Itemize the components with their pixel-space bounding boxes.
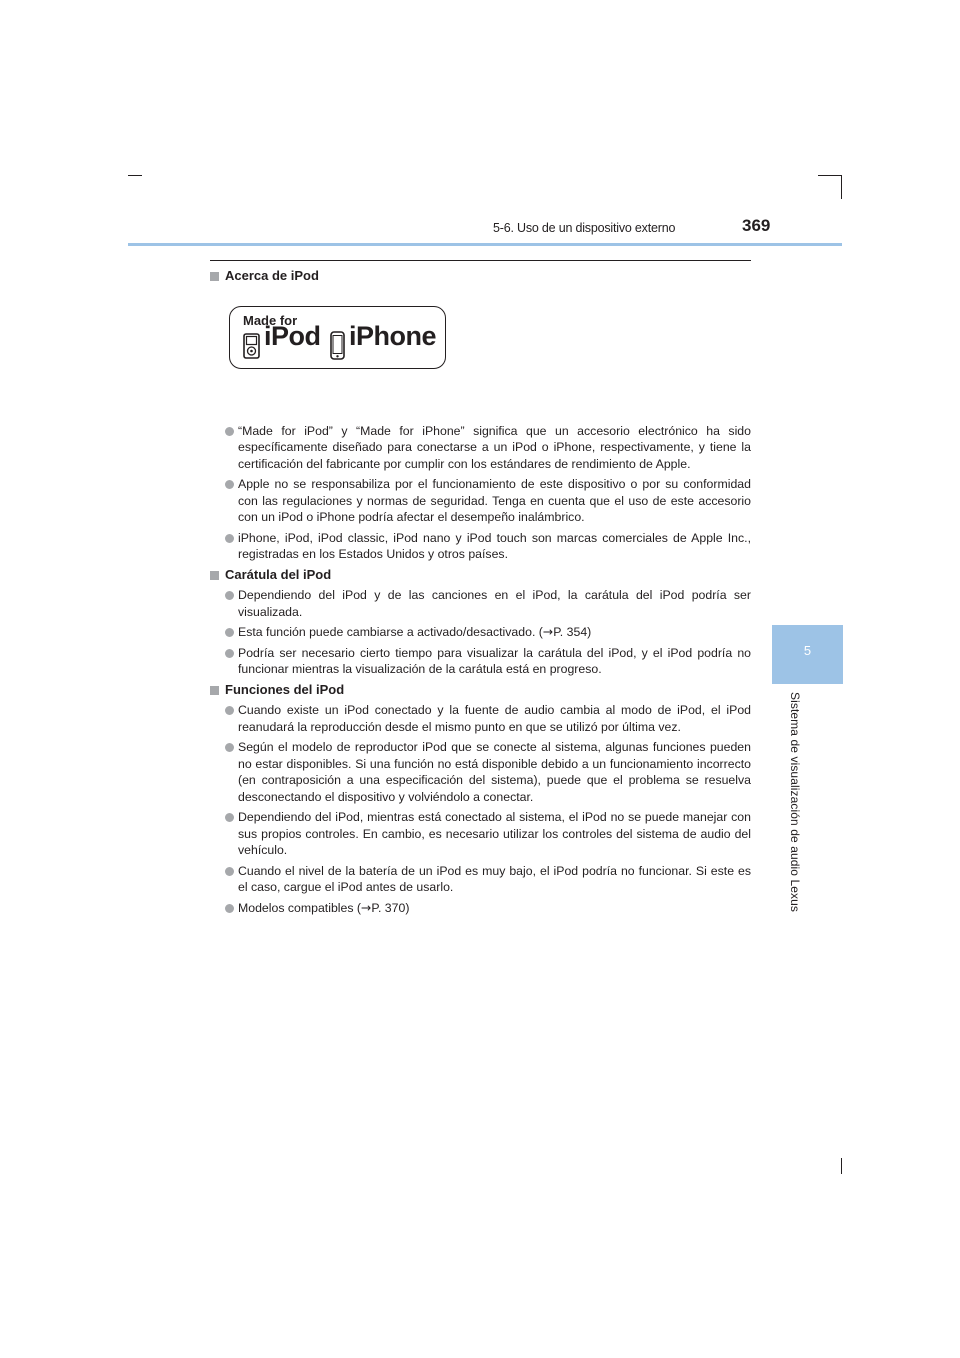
ipod-icon <box>243 333 260 359</box>
section-header: 5-6. Uso de un dispositivo externo <box>493 221 676 235</box>
page-content <box>210 268 751 920</box>
round-bullet-icon <box>225 649 234 658</box>
square-bullet-icon <box>210 571 219 580</box>
bullet-item: Dependiendo del iPod y de las canciones en el iPod, la carátula del iPod podría ser visualizada. <box>210 587 751 620</box>
round-bullet-icon <box>225 591 234 600</box>
round-bullet-icon <box>225 706 234 715</box>
bullet-item: Podría ser necesario cierto tiempo para visualizar la carátula del iPod, y el iPod podría no funcionar mientras la visualización de la carátula está en progreso. <box>210 645 751 678</box>
chapter-title: Sistema de visualización de audio Lexus <box>788 692 802 913</box>
crop-mark <box>128 175 142 176</box>
section-heading: Acerca de iPod <box>210 268 751 285</box>
square-bullet-icon <box>210 272 219 281</box>
made-for-ipod-iphone-logo <box>229 306 446 369</box>
square-bullet-icon <box>210 686 219 695</box>
round-bullet-icon <box>225 534 234 543</box>
header-rule <box>128 243 842 246</box>
section-heading: Carátula del iPod <box>210 567 751 584</box>
bullet-item: “Made for iPod” y “Made for iPhone” significa que un accesorio electrónico ha sido específicamente diseñado para conectarse a un iPod o iPhone, respectivamente, y tiene la certificación del fabricante por cumplir con los estándares de rendimiento de Apple. <box>210 423 751 473</box>
crop-mark <box>841 1158 842 1174</box>
chapter-tab <box>772 625 843 684</box>
section-heading: Funciones del iPod <box>210 682 751 699</box>
content-top-rule <box>210 260 751 261</box>
iphone-icon <box>330 331 345 360</box>
bullet-item: Modelos compatibles (→P. 370) <box>210 900 751 917</box>
page-reference-link[interactable]: P. 354 <box>553 625 588 639</box>
round-bullet-icon <box>225 628 234 637</box>
bullet-item: Dependiendo del iPod, mientras está conectado al sistema, el iPod no se puede manejar con sus propios controles. En cambio, es necesario utilizar los controles del sistema de audio del vehículo. <box>210 809 751 859</box>
round-bullet-icon <box>225 904 234 913</box>
round-bullet-icon <box>225 867 234 876</box>
arrow-icon: → <box>361 900 372 915</box>
page-number: 369 <box>742 216 771 235</box>
bullet-item: Apple no se responsabiliza por el funcionamiento de este dispositivo o por su conformidad con las regulaciones y normas de seguridad. Tenga en cuenta que el uso de este accesorio con un iPod o iPhone podría afectar el desempeño inalámbrico. <box>210 476 751 526</box>
chapter-number: 5 <box>803 643 812 658</box>
crop-mark <box>818 175 842 176</box>
logo-made-for-text: Made for <box>243 312 298 328</box>
bullet-item: Esta función puede cambiarse a activado/desactivado. (→P. 354) <box>210 624 751 641</box>
page-reference-link[interactable]: P. 370 <box>371 900 406 915</box>
round-bullet-icon <box>225 427 234 436</box>
bullet-item: iPhone, iPod, iPod classic, iPod nano y iPod touch son marcas comerciales de Apple Inc., registradas en los Estados Unidos y otros países. <box>210 530 751 563</box>
crop-mark <box>841 175 842 199</box>
round-bullet-icon <box>225 743 234 752</box>
bullet-item: Cuando existe un iPod conectado y la fuente de audio cambia al modo de iPod, el iPod reanudará la reproducción desde el mismo punto en que se utilizó por última vez. <box>210 702 751 735</box>
bullet-item: Según el modelo de reproductor iPod que se conecte al sistema, algunas funciones pueden no estar disponibles. Si una función no está disponible debido a un funcionamiento incorrecto (en contraposición a una especificación del sistema), puede que el problema se resuelva desconectando el dispositivo y volviéndolo a conectar. <box>210 739 751 805</box>
bullet-item: Cuando el nivel de la batería de un iPod es muy bajo, el iPod podría no funcionar. Si este es el caso, cargue el iPod antes de usarlo. <box>210 863 751 896</box>
logo-iphone-text: iPhone <box>349 320 437 351</box>
round-bullet-icon <box>225 813 234 822</box>
arrow-icon: → <box>542 625 554 639</box>
logo-ipod-text: iPod <box>264 320 321 351</box>
round-bullet-icon <box>225 480 234 489</box>
